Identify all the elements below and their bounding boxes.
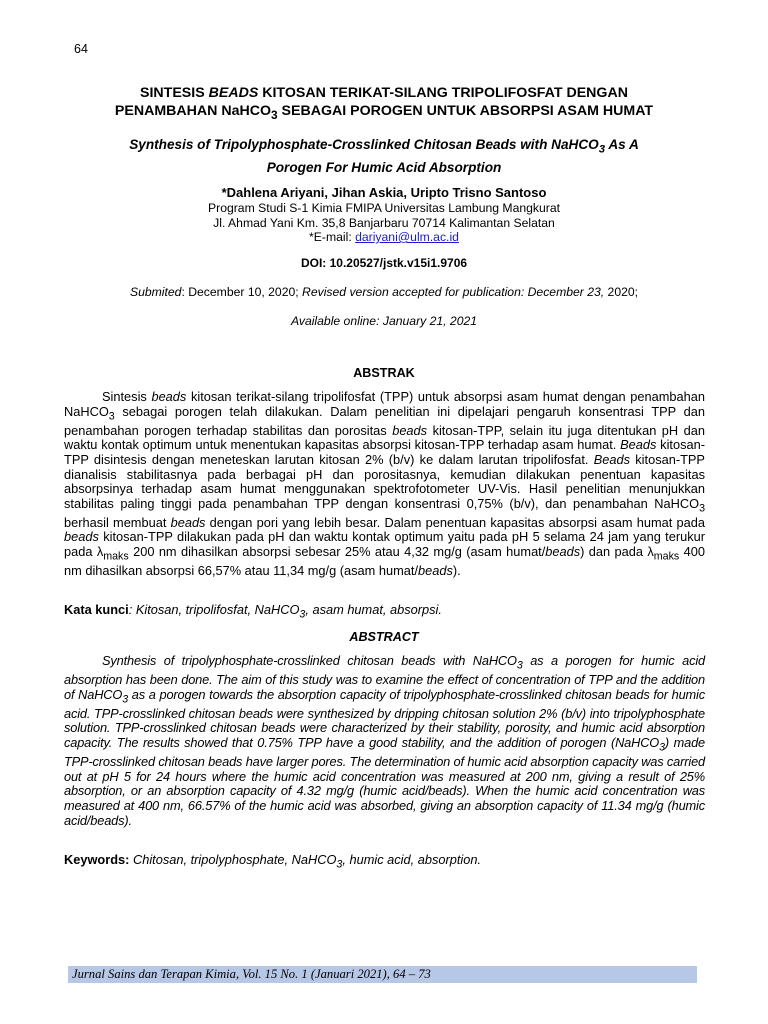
affiliation-line-1: Program Studi S-1 Kimia FMIPA Universitas Lambung Mangkurat <box>208 201 560 215</box>
abstract-heading: ABSTRACT <box>349 630 419 644</box>
journal-footer-bar <box>68 966 697 983</box>
abstrak-heading: ABSTRAK <box>353 366 415 380</box>
available-online: Available online: January 21, 2021 <box>290 314 478 328</box>
title-english: Synthesis of Tripolyphosphate-Crosslinked Chitosan Beads with NaHCO$_3$ As A Porogen For Humic Acid Absorption <box>129 137 639 175</box>
page-number: 64 <box>74 42 88 56</box>
doi: DOI: 10.20527/jstk.v15i1.9706 <box>300 256 468 270</box>
kata-kunci: Kata kunci: Kitosan, tripolifosfat, NaHCO$_3$, asam humat, absorpsi. <box>64 602 442 621</box>
abstract-paragraph: Synthesis of tripolyphosphate-crosslinked chitosan beads with NaHCO$_3$ as a porogen for humic acid absorption has been done. The aim of this study was to examine the effect of concentration of TPP and the addition of NaHCO$_3$ as a porogen towards the absorption capacity of tripolyphosphate-crosslinked chitosan beads for humic acid. TPP-crosslinked chitosan beads were synthesized by dripping chitosan solution 2% (b/v) into tripolyphosphate solution. TPP-crosslinked chitosan beads were characterized by their stability, porosity, and humic acid absorption capacity. The results showed that 0.75% TPP have a good stability, and the addition of porogen (NaHCO$_3$) made TPP-crosslinked chitosan beads have larger pores. The determination of humic acid absorption capacity was carried out at pH 5 for 24 hours where the humic acid concentration was measured at 200 nm, giving a result of 25% absorption, or an absorption capacity of 4.32 mg/g (humic acid/beads). When the humic acid concentration was measured at 400 nm, 66.57% of the humic acid was absorbed, giving an absorption capacity of 11.34 mg/g (humic acid/beads). <box>64 653 706 828</box>
affiliation-line-2: Jl. Ahmad Yani Km. 35,8 Banjarbaru 70714 Kalimantan Selatan <box>213 215 555 230</box>
journal-citation: Jurnal Sains dan Terapan Kimia, Vol. 15 No. 1 (Januari 2021), 64 – 73 <box>72 967 431 981</box>
title-indonesian: SINTESIS BEADS KITOSAN TERIKAT-SILANG TRIPOLIFOSFAT DENGAN PENAMBAHAN NaHCO$_3$ SEBAGAI POROGEN UNTUK ABSORPSI ASAM HUMAT <box>114 85 654 122</box>
email-line: *E-mail: dariyani@ulm.ac.id <box>309 230 459 244</box>
submission-dates: Submited: December 10, 2020; Revised version accepted for publication: December 23, 2020; <box>129 285 639 299</box>
keywords: Keywords: Chitosan, tripolyphosphate, NaHCO$_3$, humic acid, absorption. <box>64 852 482 871</box>
email-link[interactable]: dariyani@ulm.ac.id <box>355 230 459 244</box>
affiliation <box>60 201 708 245</box>
authors: *Dahlena Ariyani, Jihan Askia, Uripto Trisno Santoso <box>221 185 547 200</box>
abstrak-paragraph: Sintesis beads kitosan terikat-silang tripolifosfat (TPP) untuk absorpsi asam humat dengan penambahan NaHCO$_3$ sebagai porogen telah dilakukan. Dalam penelitian ini dipelajari pengaruh konsentrasi TPP dan penambahan porogen terhadap stabilitas dan porositas beads kitosan-TPP, selain itu juga ditentukan pH dan waktu kontak optimum untuk menentukan kapasitas absorpsi kitosan-TPP terhadap asam humat. Beads kitosan-TPP disintesis dengan meneteskan larutan kitosan 2% (b/v) ke dalam larutan tripolifosfat. Beads kitosan-TPP dianalisis stabilitasnya pada berbagai pH dan porositasnya, kemudian dilakukan penentuan kapasitas absorpsinya terhadap asam humat menggunakan spektrofotometer UV-Vis. Hasil penelitian menunjukkan stabilitas paling tinggi pada penambahan TPP dengan konsentrasi 0,75% (b/v), dan penambahan NaHCO$_3$ berhasil membuat beads dengan pori yang lebih besar. Dalam penentuan kapasitas absorpsi asam humat pada beads kitosan-TPP dilakukan pada pH dan waktu kontak optimum yaitu pada pH 5 selama 24 jam yang terukur pada $\lambda_{maks}$ 200 nm dihasilkan absorpsi sebesar 25% atau 4,32 mg/g (asam humat/beads) dan pada $\lambda_{maks}$ 400 nm dihasilkan absorpsi 66,57% atau 11,34 mg/g (asam humat/beads). <box>64 389 706 579</box>
